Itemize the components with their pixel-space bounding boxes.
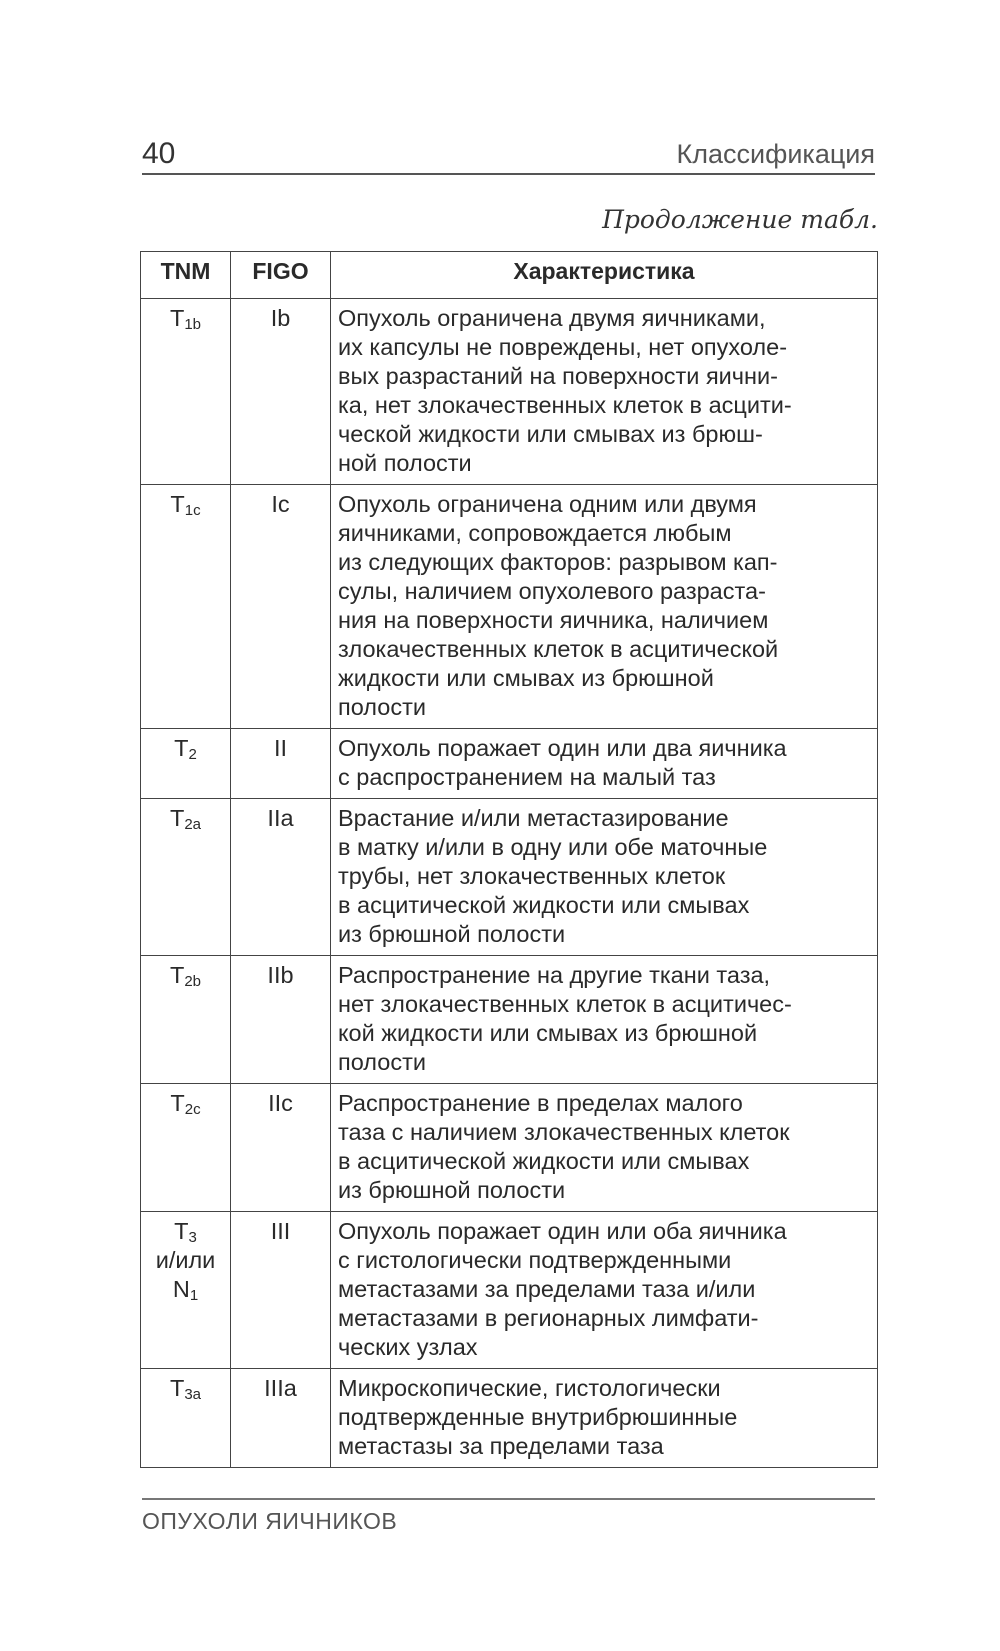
page-number: 40 — [142, 137, 176, 170]
tnm-conjunction: и/или — [155, 1247, 216, 1273]
description-line: метастазами за пределами таза и/или — [338, 1276, 756, 1302]
description-line: метастазы за пределами таза — [338, 1433, 664, 1459]
running-title: ОПУХОЛИ ЯИЧНИКОВ — [142, 1508, 398, 1534]
tnm-subscript: 2a — [184, 816, 202, 833]
description-line: Врастание и/или метастазирование — [338, 805, 729, 831]
page-header — [142, 133, 875, 175]
description-line: Микроскопические, гистологически — [338, 1375, 721, 1401]
description-line: ческой жидкости или смывах из брюш- — [338, 421, 763, 447]
table-row — [141, 1212, 878, 1369]
tnm-cell — [141, 799, 231, 956]
tnm-stage: T — [169, 1375, 185, 1401]
tnm-subscript: 1b — [184, 316, 202, 333]
description-line: ния на поверхности яичника, наличием — [338, 607, 769, 633]
table-row — [141, 1084, 878, 1212]
figo-stage: IIIa — [264, 1375, 297, 1401]
tnm-subscript: 2 — [188, 746, 197, 763]
tnm-cell — [141, 1212, 231, 1369]
classification-table — [140, 251, 878, 1468]
section-title: Классификация — [676, 139, 875, 169]
description-line: полости — [338, 1049, 426, 1075]
characteristic-cell — [331, 799, 878, 956]
tnm-cell — [141, 1084, 231, 1212]
column-header-characteristic: Характеристика — [331, 252, 878, 299]
characteristic-cell — [331, 299, 878, 485]
description-line: ческих узлах — [338, 1334, 478, 1360]
description-line: из брюшной полости — [338, 1177, 566, 1203]
tnm-cell — [141, 299, 231, 485]
description-line: в асцитической жидкости или смывах — [338, 892, 750, 918]
table-row — [141, 299, 878, 485]
figo-stage: II — [273, 735, 288, 761]
figo-cell — [231, 485, 331, 729]
description-line: Распространение на другие ткани таза, — [338, 962, 771, 988]
figo-cell — [231, 299, 331, 485]
characteristic-cell — [331, 1084, 878, 1212]
description-line: нет злокачественных клеток в асцитичес- — [338, 991, 792, 1017]
table-continuation-label: Продолжение табл. — [602, 205, 878, 234]
figo-cell — [231, 1212, 331, 1369]
description-line: кой жидкости или смывах из брюшной — [338, 1020, 758, 1046]
description-line: с распространением на малый таз — [338, 764, 716, 790]
description-line: вых разрастаний на поверхности яични- — [338, 363, 778, 389]
figo-stage: IIc — [268, 1090, 293, 1116]
table-header-row — [141, 252, 878, 299]
description-line: Опухоль поражает один или оба яичника — [338, 1218, 787, 1244]
tnm-subscript: 1c — [184, 502, 201, 519]
description-line: сулы, наличием опухолевого разраста- — [338, 578, 766, 604]
description-line: в матку и/или в одну или обе маточные — [338, 834, 768, 860]
description-line: жидкости или смывах из брюшной — [338, 665, 714, 691]
tnm-subscript: 3a — [184, 1386, 202, 1403]
description-line: метастазами в регионарных лимфати- — [338, 1305, 759, 1331]
tnm-cell — [141, 729, 231, 799]
column-header-tnm: TNM — [141, 252, 231, 299]
description-line: злокачественных клеток в асцитической — [338, 636, 779, 662]
description-line: из брюшной полости — [338, 921, 566, 947]
figo-stage: IIb — [267, 962, 294, 988]
table-row — [141, 799, 878, 956]
figo-cell — [231, 1369, 331, 1468]
characteristic-cell — [331, 729, 878, 799]
tnm-cell — [141, 956, 231, 1084]
figo-cell — [231, 956, 331, 1084]
description-line: в асцитической жидкости или смывах — [338, 1148, 750, 1174]
tnm-stage: T — [174, 735, 189, 761]
tnm-stage: T — [174, 1218, 189, 1244]
figo-cell — [231, 1084, 331, 1212]
description-line: Опухоль ограничена одним или двумя — [338, 491, 757, 517]
description-line: Опухоль поражает один или два яичника — [338, 735, 787, 761]
description-line: ной полости — [338, 450, 472, 476]
table-row — [141, 729, 878, 799]
description-line: Опухоль ограничена двумя яичниками, — [338, 305, 766, 331]
tnm-subscript: 2b — [184, 973, 202, 990]
tnm-cell — [141, 485, 231, 729]
tnm-stage: T — [170, 491, 185, 517]
figo-cell — [231, 729, 331, 799]
description-line: яичниками, сопровождается любым — [338, 520, 732, 546]
column-header-figo: FIGO — [231, 252, 331, 299]
table-row — [141, 1369, 878, 1468]
description-line: из следующих факторов: разрывом кап- — [338, 549, 778, 575]
description-line: с гистологически подтвержденными — [338, 1247, 732, 1273]
characteristic-cell — [331, 485, 878, 729]
tnm-node-stage: N — [172, 1276, 190, 1302]
tnm-stage: T — [169, 805, 185, 831]
figo-stage: III — [270, 1218, 291, 1244]
page-footer — [142, 1498, 875, 1534]
tnm-node-subscript: 1 — [189, 1287, 199, 1304]
description-line: полости — [338, 694, 426, 720]
figo-cell — [231, 799, 331, 956]
description-line: трубы, нет злокачественных клеток — [338, 863, 726, 889]
description-line: подтвержденные внутрибрюшинные — [338, 1404, 738, 1430]
tnm-subscript: 2c — [184, 1101, 201, 1118]
characteristic-cell — [331, 1212, 878, 1369]
characteristic-cell — [331, 1369, 878, 1468]
tnm-cell — [141, 1369, 231, 1468]
tnm-stage: T — [170, 1090, 185, 1116]
tnm-subscript: 3 — [188, 1229, 197, 1246]
tnm-stage: T — [169, 962, 185, 988]
table-row — [141, 956, 878, 1084]
description-line: таза с наличием злокачественных клеток — [338, 1119, 790, 1145]
description-line: ка, нет злокачественных клеток в асцити- — [338, 392, 792, 418]
figo-stage: Ic — [271, 491, 290, 517]
figo-stage: IIa — [267, 805, 294, 831]
description-line: Распространение в пределах малого — [338, 1090, 743, 1116]
table-row — [141, 485, 878, 729]
figo-stage: Ib — [270, 305, 291, 331]
description-line: их капсулы не повреждены, нет опухоле- — [338, 334, 788, 360]
tnm-stage: T — [169, 305, 185, 331]
characteristic-cell — [331, 956, 878, 1084]
